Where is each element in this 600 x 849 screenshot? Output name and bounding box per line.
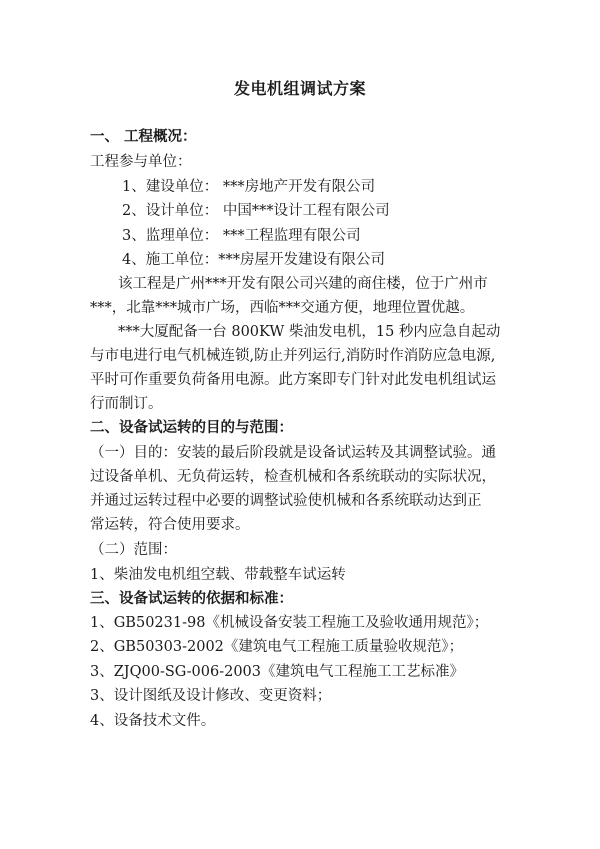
paragraph-line: 并通过运转过程中必要的调整试验使机械和各系统联动达到正 xyxy=(90,493,482,509)
paragraph-line: 平时可作重要负荷备用电源。此方案即专门针对此发电机组试运 xyxy=(90,372,496,388)
scope-item: 1、柴油发电机组空载、带载整车试运转 xyxy=(90,567,346,583)
section-1-heading: 一、 工程概况： xyxy=(90,128,197,145)
standard-item: 4、设备技术文件。 xyxy=(90,713,216,729)
paragraph-line: 与市电进行电气机械连锁,防止并列运行,消防时作消防应急电源, xyxy=(90,348,496,364)
paragraph-line: （一）目的：安装的最后阶段就是设备试运转及其调整试验。通 xyxy=(90,445,496,461)
participant-item: 1、建设单位： ***房地产开发有限公司 xyxy=(122,179,376,195)
paragraph-line: 该工程是广州***开发有限公司兴建的商住楼，位于广州市 xyxy=(118,276,488,292)
standard-item: 1、GB50231-98《机械设备安装工程施工及验收通用规范》； xyxy=(90,615,489,631)
paragraph-line: ***，北靠***城市广场，西临***交通方便，地理位置优越。 xyxy=(90,300,475,316)
paragraph-line: ***大厦配备一台 800KW 柴油发电机，15 秒内应急自起动 xyxy=(118,324,501,340)
participant-item: 2、设计单位： 中国***设计工程有限公司 xyxy=(122,203,390,219)
section-3-heading: 三、设备试运转的依据和标准： xyxy=(90,590,293,607)
paragraph-line: 过设备单机、无负荷运转，检查机械和各系统联动的实际状况， xyxy=(90,469,496,485)
section-2-heading: 二、设备试运转的目的与范围： xyxy=(90,419,293,436)
paragraph-line: 行而制订。 xyxy=(90,396,163,412)
participant-item: 4、施工单位：***房屋开发建设有限公司 xyxy=(122,252,385,268)
standard-item: 3、ZJQ00-SG-006-2003《建筑电气工程施工工艺标准》 xyxy=(90,664,465,680)
participants-label: 工程参与单位： xyxy=(90,154,192,170)
standard-item: 3、设计图纸及设计修改、变更资料； xyxy=(90,688,332,704)
participant-item: 3、监理单位： ***工程监理有限公司 xyxy=(122,228,361,244)
standard-item: 2、GB50303-2002《建筑电气工程施工质量验收规范》； xyxy=(90,639,464,655)
document-title: 发电机组调试方案 xyxy=(233,79,366,98)
paragraph-line: 常运转，符合使用要求。 xyxy=(90,517,250,533)
scope-label: （二）范围： xyxy=(90,542,177,558)
